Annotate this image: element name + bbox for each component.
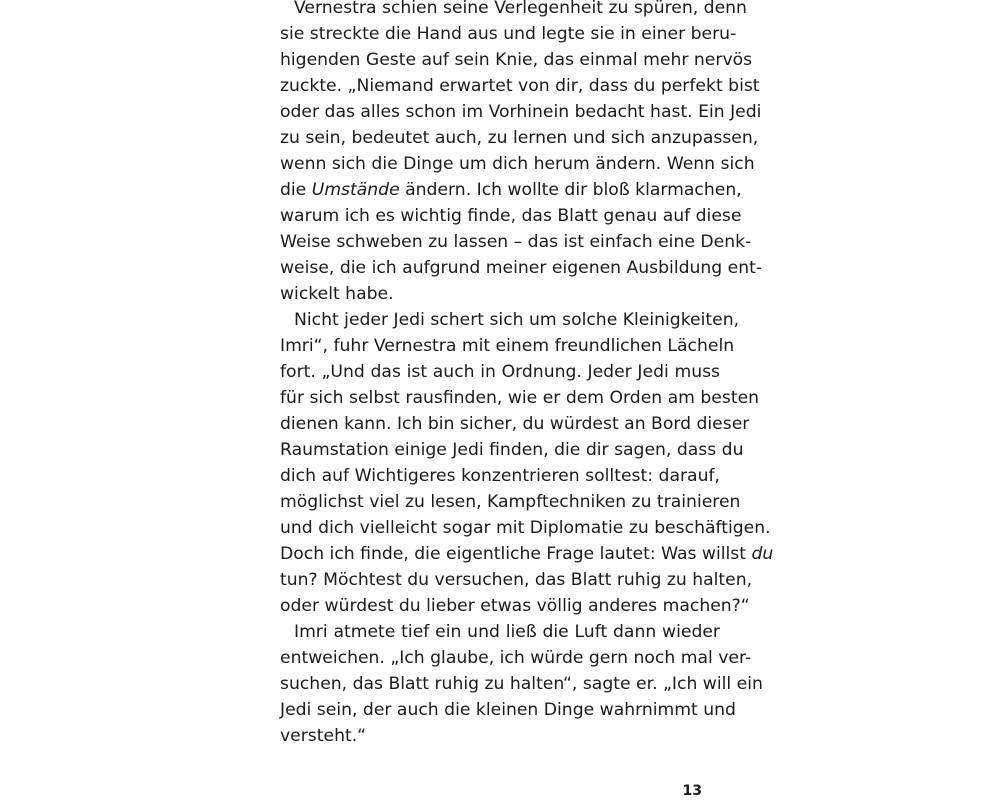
text-line: für sich selbst rausfinden, wie er dem Orden am besten: [280, 388, 760, 408]
text-run: Doch ich finde, die eigentliche Frage lautet: Was willst: [280, 544, 752, 564]
text-line: oder würdest du lieber etwas völlig anderes machen?“: [280, 596, 750, 616]
text-line: dich auf Wichtigeres konzentrieren solltest: darauf,: [280, 466, 720, 486]
text-line: Vernestra schien seine Verlegenheit zu spüren, denn: [294, 0, 747, 18]
text-line: zu sein, bedeutet auch, zu lernen und sich anzupassen,: [280, 128, 759, 148]
text-line: Weise schweben zu lassen – das ist einfach eine Denk-: [280, 232, 752, 252]
text-line: Imri atmete tief ein und ließ die Luft dann wieder: [294, 622, 720, 642]
text-line: Imri“, fuhr Vernestra mit einem freundlichen Lächeln: [280, 336, 735, 356]
text-line: versteht.“: [280, 726, 367, 746]
text-line: wickelt habe.: [280, 284, 394, 304]
page-number: 13: [682, 783, 702, 799]
text-run: die: [280, 180, 312, 200]
text-line: Jedi sein, der auch die kleinen Dinge wahrnimmt und: [280, 700, 736, 720]
text-line: wenn sich die Dinge um dich herum ändern. Wenn sich: [280, 154, 755, 174]
text-line: Raumstation einige Jedi finden, die dir sagen, dass du: [280, 440, 744, 460]
text-line: möglichst viel zu lesen, Kampftechniken zu trainieren: [280, 492, 741, 512]
text-line: Nicht jeder Jedi schert sich um solche Kleinigkeiten,: [294, 310, 740, 330]
text-line: [280, 541, 774, 567]
text-run: ändern. Ich wollte dir bloß klarmachen,: [399, 180, 742, 200]
text-line: sie streckte die Hand aus und legte sie in einer beru-: [280, 24, 737, 44]
emphasis-text: Umstände: [311, 180, 400, 200]
text-line: warum ich es wichtig finde, das Blatt genau auf diese: [280, 206, 742, 226]
text-line: und dich vielleicht sogar mit Diplomatie zu beschäftigen.: [280, 518, 771, 538]
text-line: higenden Geste auf sein Knie, das einmal mehr nervös: [280, 50, 753, 70]
text-line: zuckte. „Niemand erwartet von dir, dass du perfekt bist: [280, 76, 760, 96]
text-line: entweichen. „Ich glaube, ich würde gern noch mal ver-: [280, 648, 752, 668]
emphasis-text: du: [751, 544, 774, 564]
text-line: weise, die ich aufgrund meiner eigenen Ausbildung ent-: [280, 258, 763, 278]
text-line: tun? Möchtest du versuchen, das Blatt ruhig zu halten,: [280, 570, 753, 590]
text-line: suchen, das Blatt ruhig zu halten“, sagte er. „Ich will ein: [280, 674, 763, 694]
text-line: dienen kann. Ich bin sicher, du würdest an Bord dieser: [280, 414, 750, 434]
text-line: oder das alles schon im Vorhinein bedacht hast. Ein Jedi: [280, 102, 762, 122]
text-line: [280, 177, 742, 203]
text-line: fort. „Und das ist auch in Ordnung. Jeder Jedi muss: [280, 362, 720, 382]
book-page: [280, 0, 774, 800]
